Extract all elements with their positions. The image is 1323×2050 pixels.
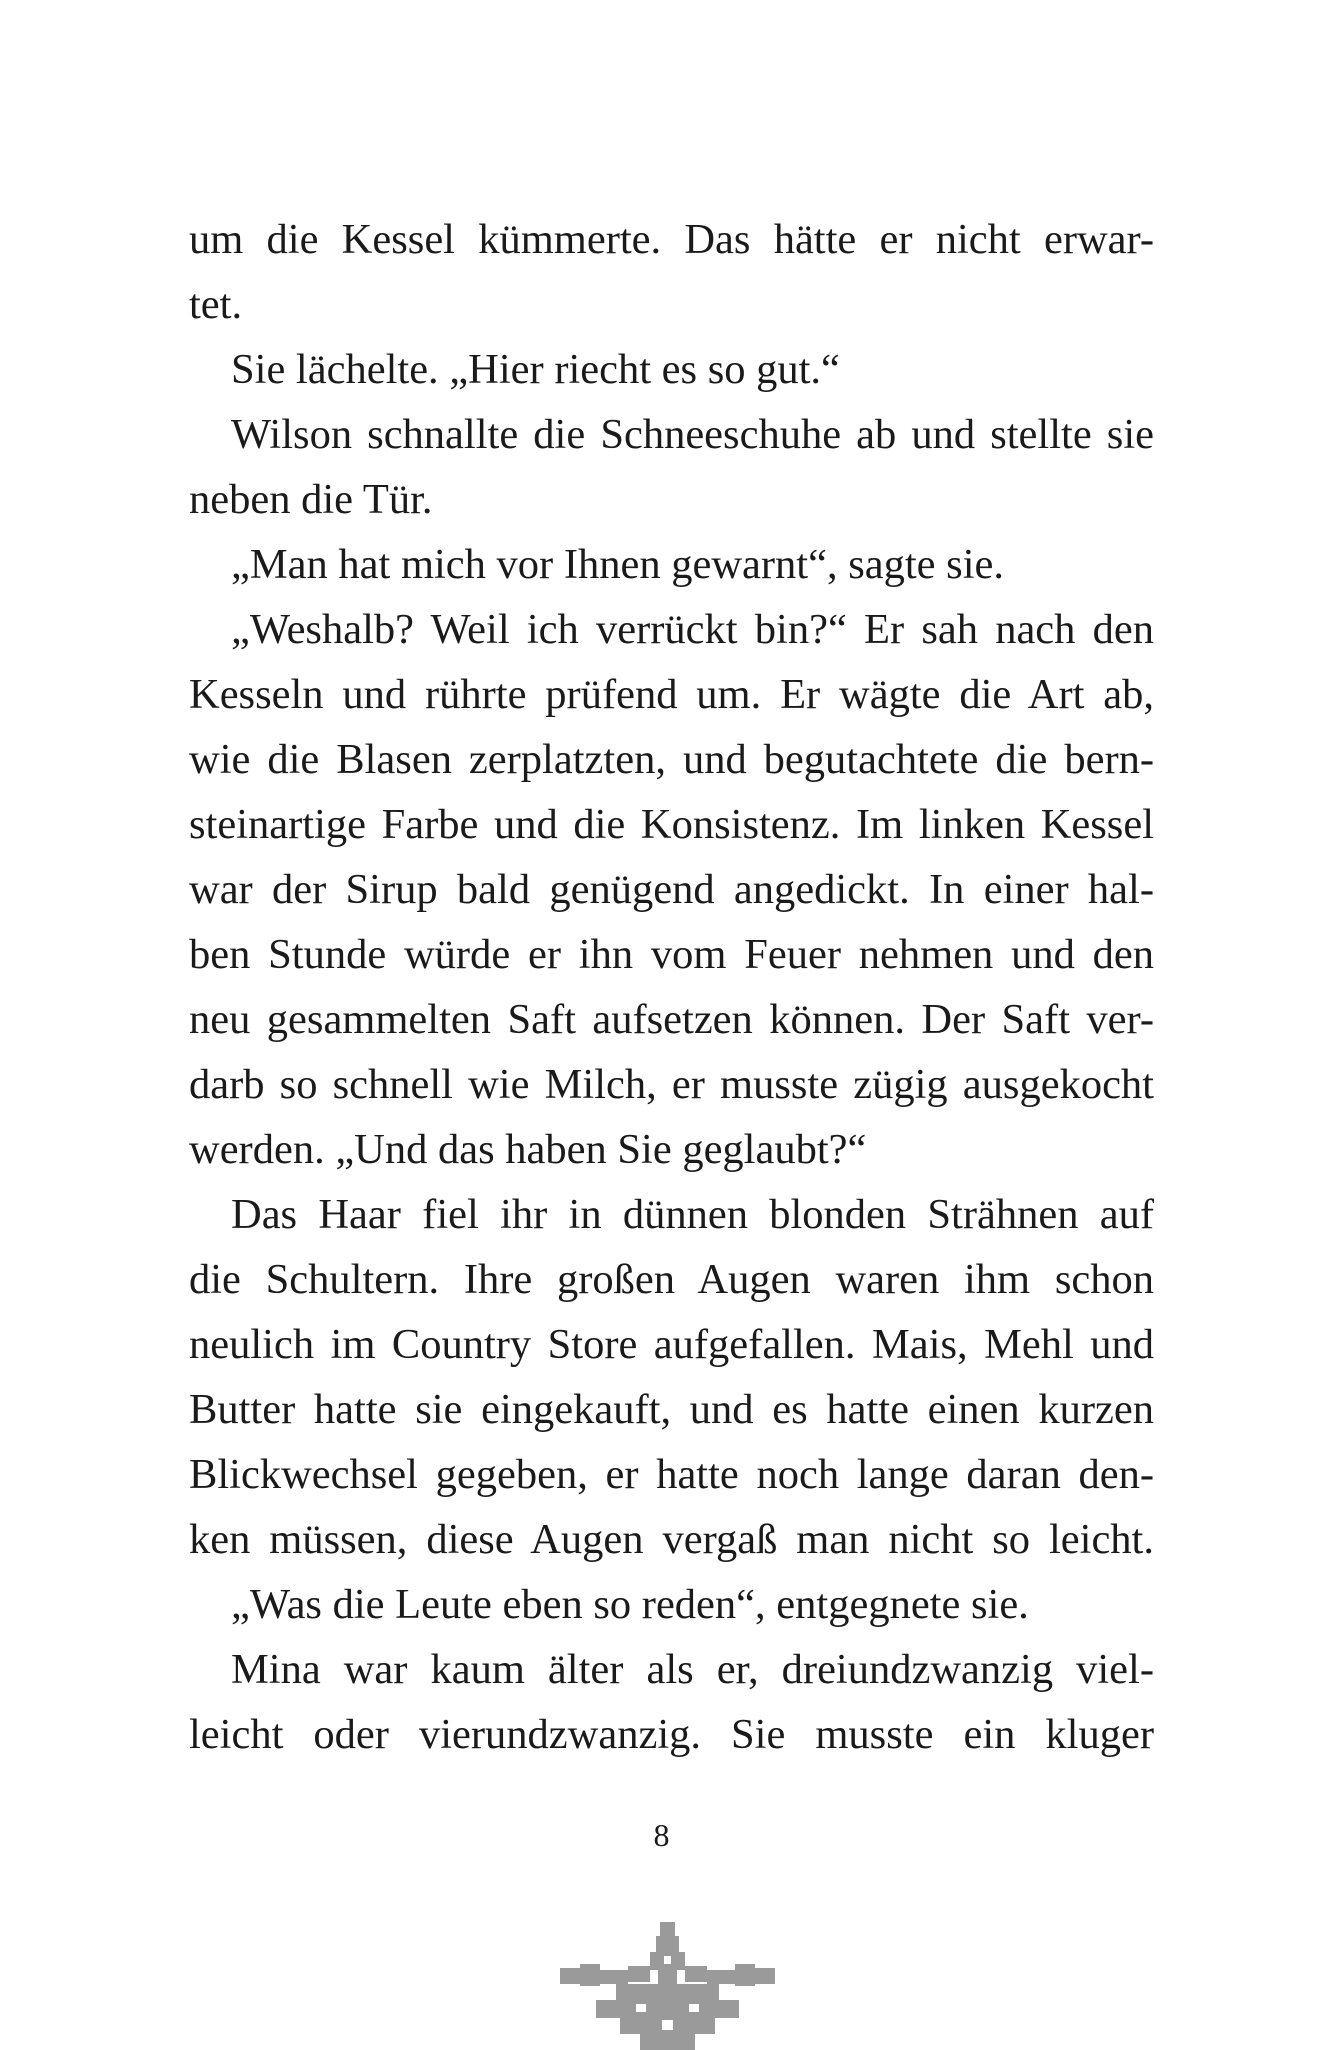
text-line: „Man hat mich vor Ihnen gewarnt“, sagte sie.	[231, 541, 1004, 588]
text-line: um die Kessel kümmerte. Das hätte er nicht erwar-	[189, 216, 1154, 263]
text-line: neben die Tür.	[189, 476, 433, 523]
text-line: darb so schnell wie Milch, er musste zügig ausgekocht	[189, 1061, 1154, 1108]
text-line: Mina war kaum älter als er, dreiundzwanzig viel-	[231, 1646, 1154, 1693]
text-line: werden. „Und das haben Sie geglaubt?“	[189, 1126, 867, 1173]
text-line: neulich im Country Store aufgefallen. Mais, Mehl und	[189, 1321, 1154, 1368]
text-line: leicht oder vierundzwanzig. Sie musste ein kluger	[189, 1711, 1154, 1758]
text-line: Sie lächelte. „Hier riecht es so gut.“	[231, 346, 840, 393]
text-line: die Schultern. Ihre großen Augen waren ihm schon	[189, 1256, 1154, 1303]
text-line: Das Haar fiel ihr in dünnen blonden Strähnen auf	[231, 1191, 1154, 1238]
text-line: war der Sirup bald genügend angedickt. In einer hal-	[189, 866, 1154, 913]
text-line: neu gesammelten Saft aufsetzen können. Der Saft ver-	[189, 996, 1154, 1043]
text-line: „Weshalb? Weil ich verrückt bin?“ Er sah nach den	[231, 606, 1154, 653]
text-line: ben Stunde würde er ihn vom Feuer nehmen und den	[189, 931, 1154, 978]
text-line: Kesseln und rührte prüfend um. Er wägte die Art ab,	[189, 671, 1154, 718]
text-line: Blickwechsel gegeben, er hatte noch lange daran den-	[189, 1451, 1154, 1498]
text-line: steinartige Farbe und die Konsistenz. Im linken Kessel	[189, 801, 1154, 848]
body-text	[189, 207, 1154, 1767]
page-number: 8	[653, 1817, 670, 1853]
snowflake-ornament-icon	[560, 1920, 775, 2050]
text-line: tet.	[189, 281, 243, 328]
text-line: Wilson schnallte die Schneeschuhe ab und stellte sie	[231, 411, 1154, 458]
text-line: „Was die Leute eben so reden“, entgegnete sie.	[231, 1581, 1029, 1628]
text-line: ken müssen, diese Augen vergaß man nicht so leicht.	[189, 1516, 1154, 1563]
text-line: wie die Blasen zerplatzten, und begutachtete die bern-	[189, 736, 1154, 783]
text-line: Butter hatte sie eingekauft, und es hatte einen kurzen	[189, 1386, 1154, 1433]
